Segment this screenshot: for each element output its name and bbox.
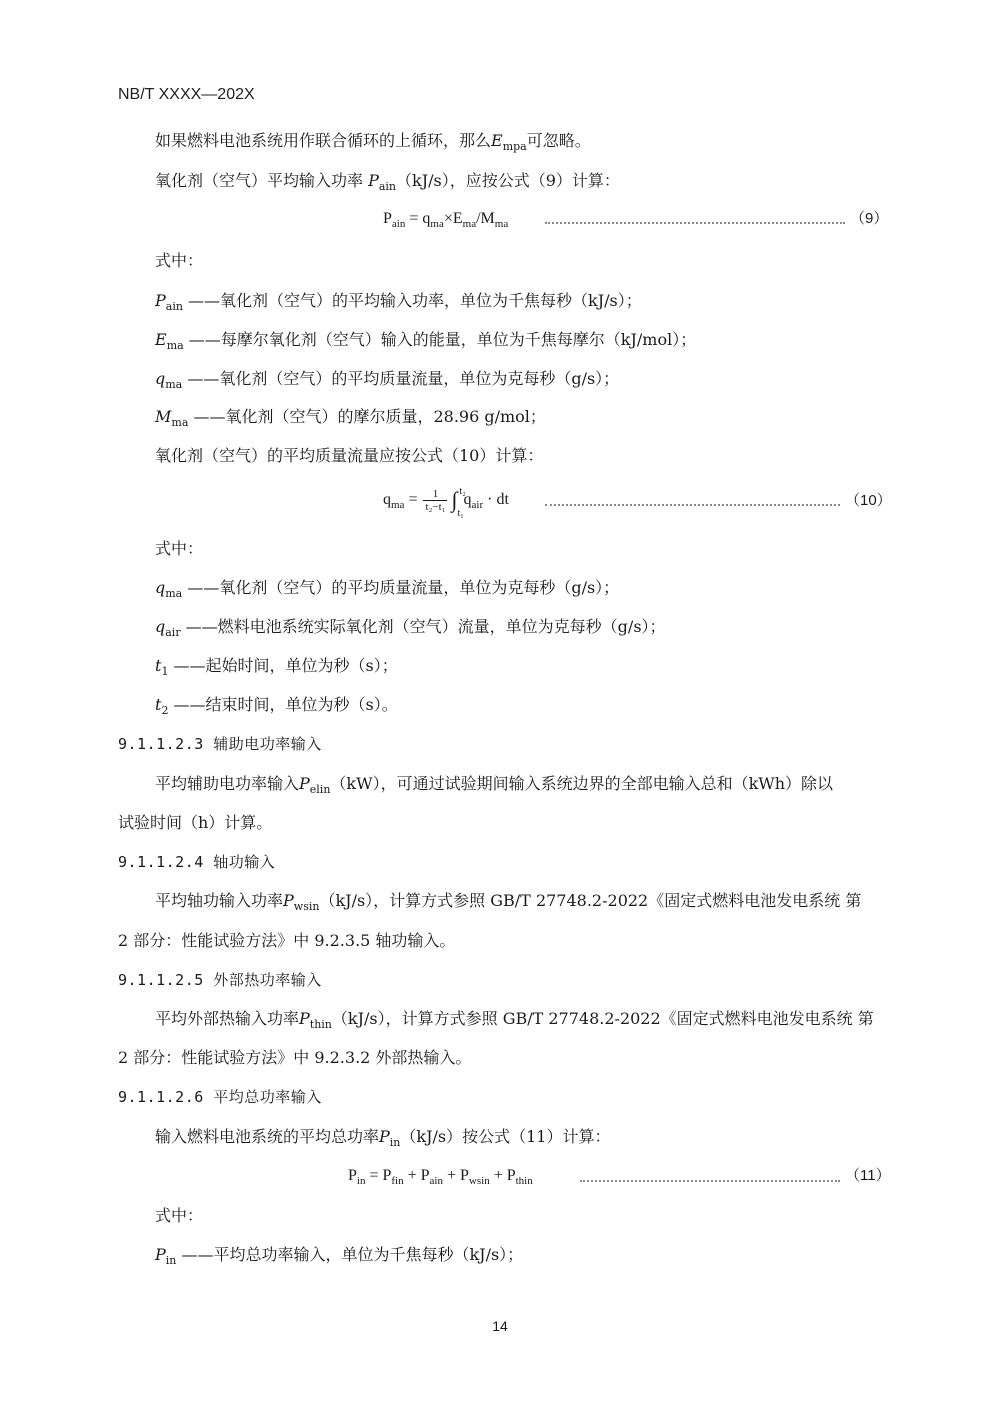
definition-item: $q_{ma}$ ——氧化剂（空气）的平均质量流量，单位为克每秒（g/s）；	[155, 369, 620, 391]
equation-11: $P_{in} = P_{fin} + P_{ain} + P_{wsin} + P_{thin}$	[348, 1167, 533, 1187]
definition-item: $P_{ain}$ ——氧化剂（空气）的平均输入功率，单位为千焦每秒（kJ/s）；	[155, 291, 642, 313]
integral-sign: ∫ t₂ t₁	[451, 486, 466, 520]
paragraph-upper-cycle	[155, 130, 591, 152]
standard-number: NB/T XXXX—202X	[118, 86, 255, 103]
text: 可忽略。	[526, 131, 591, 150]
fraction: $\frac{1}{\text{t₂−t₁}}$	[425, 487, 446, 513]
leader-dots	[580, 1180, 840, 1182]
paragraph-shaft-power: 平均轴功输入功率$P_{wsin}(kJ/s)$，计算方式参照 GB/T 27748.2-2022《固定式燃料电池发电系统 第	[155, 891, 862, 913]
section-heading: 9.1.1.2.6 平均总功率输入	[118, 1088, 322, 1106]
equation-number: （9）	[850, 210, 889, 227]
paragraph-total-power: 输入燃料电池系统的平均总功率$P_{in}(kJ/s)$按公式（11）计算：	[155, 1127, 611, 1149]
text: 氧化剂（空气）平均输入功率	[155, 171, 369, 190]
text: （kJ/s），应按公式（9）计算：	[396, 171, 620, 190]
paragraph-continuation: 试验时间（h）计算。	[118, 813, 273, 832]
equation-9: $P_{ain} = q_{ma}\times E_{ma}/M_{ma}$	[383, 210, 509, 230]
leader-dots	[545, 504, 840, 506]
equation-number: （10）	[845, 492, 892, 509]
paragraph-mass-flow: 氧化剂（空气）的平均质量流量应按公式（10）计算：	[155, 446, 544, 465]
paragraph-aux-power: 平均辅助电功率输入$P_{elin}(kW)$，可通过试验期间输入系统边界的全部电输入总和（kWh）除以	[155, 774, 834, 796]
equation-10: $q_{ma}$ = $\frac{1}{\text{t₂−t₁}}$ ∫ t₂ t₁ $q_{air}$ · dt	[383, 486, 509, 520]
where-label: 式中：	[155, 251, 204, 270]
section-heading: 9.1.1.2.4 轴功输入	[118, 853, 276, 871]
definition-item: $t_2$ ——结束时间，单位为秒（s）。	[155, 695, 398, 717]
equation-number: （11）	[845, 1167, 891, 1184]
symbol: E	[491, 131, 503, 150]
definition-item: $M_{ma}$ ——氧化剂（空气）的摩尔质量，28.96 g/mol；	[155, 407, 546, 429]
section-heading: 9.1.1.2.5 外部热功率输入	[118, 971, 322, 989]
paragraph-continuation: 2 部分：性能试验方法》中 9.2.3.2 外部热输入。	[118, 1048, 472, 1067]
paragraph-continuation: 2 部分：性能试验方法》中 9.2.3.5 轴功输入。	[118, 931, 456, 950]
text: 如果燃料电池系统用作联合循环的上循环，那么	[155, 131, 492, 150]
definition-item: $t_1$ ——起始时间，单位为秒（s）；	[155, 656, 398, 678]
where-label: 式中：	[155, 539, 204, 558]
symbol: P	[368, 171, 379, 190]
section-heading: 9.1.1.2.3 辅助电功率输入	[118, 735, 322, 753]
definition-item: $E_{ma}$ ——每摩尔氧化剂（空气）输入的能量，单位为千焦每摩尔（kJ/mol）；	[155, 330, 697, 352]
definition-item: $q_{air}$ ——燃料电池系统实际氧化剂（空气）流量，单位为克每秒（g/s）；	[155, 617, 666, 639]
definition-item: $q_{ma}$ ——氧化剂（空气）的平均质量流量，单位为克每秒（g/s）；	[155, 578, 620, 600]
where-label: 式中：	[155, 1206, 204, 1225]
paragraph-external-heat: 平均外部热输入功率$P_{thin}(kJ/s)$，计算方式参照 GB/T 27748.2-2022《固定式燃料电池发电系统 第	[155, 1009, 874, 1031]
definition-item: $P_{in}$ ——平均总功率输入，单位为千焦每秒（kJ/s）；	[155, 1245, 524, 1267]
page-number: 14	[492, 1318, 508, 1334]
subscript: mpa	[502, 140, 527, 153]
paragraph-oxidant-power	[155, 170, 620, 192]
leader-dots	[545, 222, 845, 224]
subscript: ain	[378, 180, 397, 193]
